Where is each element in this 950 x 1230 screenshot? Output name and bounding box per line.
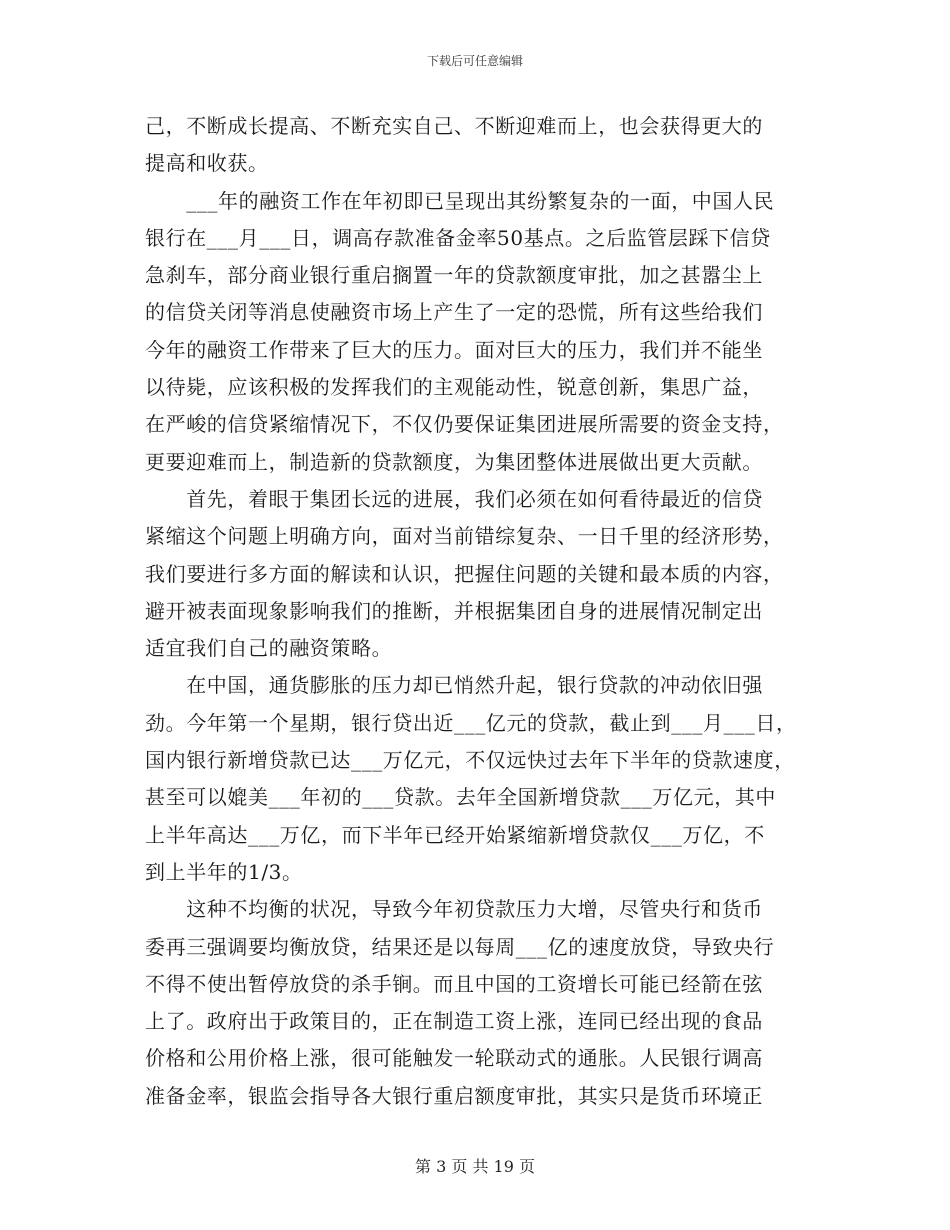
text-line: 委再三强调要均衡放贷，结果还是以每周___亿的速度放贷，导致央行: [145, 934, 775, 959]
text-line: 急刹车，部分商业银行重启搁置一年的贷款额度审批，加之甚嚣尘上: [145, 263, 763, 288]
text-line: 准备金率，银监会指导各大银行重启额度审批，其实只是货币环境正: [145, 1083, 763, 1108]
text-line: 在中国，通货膨胀的压力却已悄然升起，银行贷款的冲动依旧强: [145, 673, 763, 698]
text-line: 不得不使出暂停放贷的杀手锏。而且中国的工资增长可能已经箭在弦: [145, 971, 763, 996]
text-line: 的信贷关闭等消息使融资市场上产生了一定的恐慌，所有这些给我们: [145, 300, 763, 325]
text-line: 紧缩这个问题上明确方向，面对当前错综复杂、一日千里的经济形势，: [145, 524, 784, 549]
text-line: ___年的融资工作在年初即已呈现出其纷繁复杂的一面，中国人民: [145, 188, 775, 213]
text-line: 这种不均衡的状况，导致今年初贷款压力大增，尽管央行和货币: [145, 897, 763, 922]
text-line: 提高和收获。: [145, 151, 269, 176]
page-footer: 第 3 页 共 19 页: [415, 1157, 535, 1176]
text-line: 首先，着眼于集团长远的进展，我们必须在如何看待最近的信贷: [145, 486, 763, 511]
text-line: 国内银行新增贷款已达___万亿元，不仅远快过去年下半年的贷款速度，: [145, 748, 795, 773]
text-line: 我们要进行多方面的解读和认识，把握住问题的关键和最本质的内容，: [145, 561, 784, 586]
text-line: 己，不断成长提高、不断充实自己、不断迎难而上，也会获得更大的: [145, 114, 763, 138]
text-line: 避开被表面现象影响我们的推断，并根据集团自身的进展情况制定出: [145, 598, 763, 623]
text-line: 甚至可以媲美___年初的___贷款。去年全国新增贷款___万亿元，其中: [145, 785, 776, 810]
text-line: 适宜我们自己的融资策略。: [145, 636, 393, 661]
text-line: 劲。今年第一个星期，银行贷出近___亿元的贷款，截止到___月___日，: [145, 710, 797, 735]
text-line: 价格和公用价格上涨，很可能触发一轮联动式的通胀。人民银行调高: [145, 1046, 763, 1071]
text-line: 上了。政府出于政策目的，正在制造工资上涨，连同已经出现的食品: [145, 1009, 763, 1034]
text-line: 上半年高达___万亿，而下半年已经开始紧缩新增贷款仅___万亿，不: [145, 822, 765, 847]
text-line: 今年的融资工作带来了巨大的压力。面对巨大的压力，我们并不能坐: [145, 337, 763, 362]
text-line: 在严峻的信贷紧缩情况下，不仅仍要保证集团进展所需要的资金支持，: [145, 412, 784, 437]
text-line: 到上半年的1/3。: [145, 859, 303, 884]
body-text: [145, 108, 810, 1115]
text-line: 以待毙，应该积极的发挥我们的主观能动性，锐意创新，集思广益，: [145, 375, 763, 400]
text-line: 更要迎难而上，制造新的贷款额度，为集团整体进展做出更大贡献。: [145, 449, 763, 474]
page-header: 下载后可任意编辑: [426, 54, 523, 68]
text-line: 银行在___月___日，调高存款准备金率50基点。之后监管层踩下信贷: [145, 225, 771, 250]
